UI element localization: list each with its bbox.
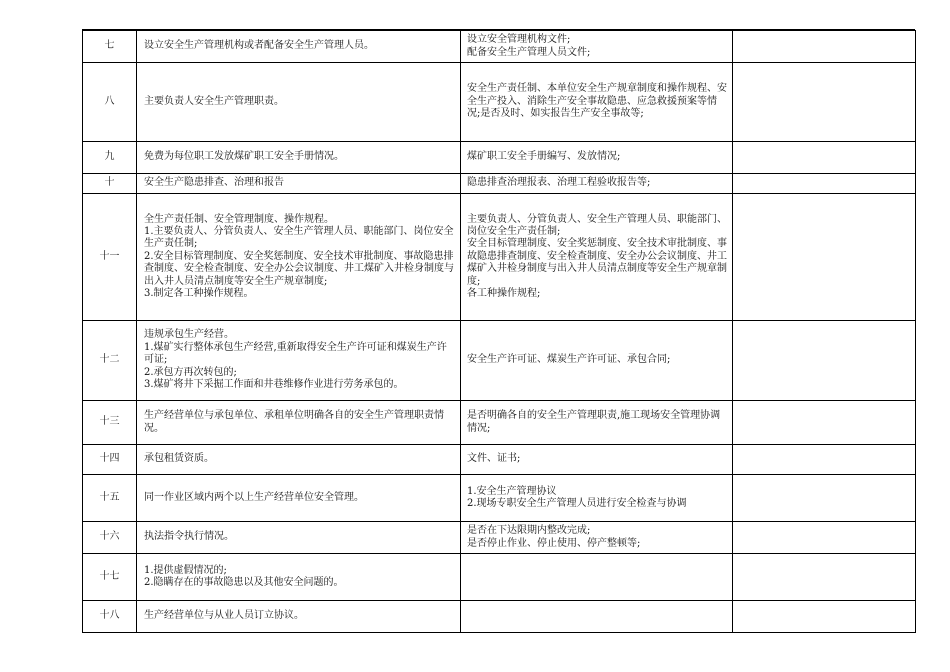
inspection-item: 生产经营单位与从业人员订立协议。 xyxy=(137,601,461,633)
remark-cell xyxy=(733,601,916,633)
inspection-item: 生产经营单位与承包单位、承租单位明确各自的安全生产管理职责情况。 xyxy=(137,401,461,445)
remark-cell xyxy=(733,142,916,174)
evidence-documents: 是否明确各自的安全生产管理职责,施工现场安全管理协调情况; xyxy=(461,401,733,445)
evidence-documents xyxy=(461,554,733,601)
row-number: 九 xyxy=(83,142,137,174)
row-number: 十二 xyxy=(83,321,137,401)
inspection-item: 免费为每位职工发放煤矿职工安全手册情况。 xyxy=(137,142,461,174)
evidence-documents: 是否在下达限期内整改完成; 是否停止作业、停止使用、停产整顿等; xyxy=(461,522,733,554)
row-number: 十三 xyxy=(83,401,137,445)
remark-cell xyxy=(733,174,916,194)
inspection-item: 违规承包生产经营。 1.煤矿实行整体承包生产经营,重新取得安全生产许可证和煤炭生产许可证; 2.承包方再次转包的; 3.煤矿将井下采掘工作面和井巷维修作业进行劳务承包的。 xyxy=(137,321,461,401)
inspection-item: 主要负责人安全生产管理职责。 xyxy=(137,63,461,142)
table-row xyxy=(83,321,916,401)
remark-cell xyxy=(733,445,916,475)
table-row xyxy=(83,475,916,522)
row-number: 十七 xyxy=(83,554,137,601)
table-row xyxy=(83,445,916,475)
table-row xyxy=(83,63,916,142)
remark-cell xyxy=(733,194,916,321)
inspection-item: 设立安全生产管理机构或者配备安全生产管理人员。 xyxy=(137,31,461,63)
remark-cell xyxy=(733,522,916,554)
inspection-item: 同一作业区域内两个以上生产经营单位安全管理。 xyxy=(137,475,461,522)
evidence-documents: 安全生产责任制、本单位安全生产规章制度和操作规程、安全生产投入、消除生产安全事故隐患、应急救援预案等情况;是否及时、如实报告生产安全事故等; xyxy=(461,63,733,142)
table-row xyxy=(83,522,916,554)
remark-cell xyxy=(733,401,916,445)
inspection-table xyxy=(82,30,916,633)
row-number: 十八 xyxy=(83,601,137,633)
row-number: 十五 xyxy=(83,475,137,522)
row-number: 十一 xyxy=(83,194,137,321)
table-row xyxy=(83,601,916,633)
inspection-item: 1.提供虚假情况的; 2.隐瞒存在的事故隐患以及其他安全问题的。 xyxy=(137,554,461,601)
inspection-item: 全生产责任制、安全管理制度、操作规程。 1.主要负责人、分管负责人、安全生产管理人员、职能部门、岗位安全生产责任制; 2.安全目标管理制度、安全奖惩制度、安全技术审批制度、事故隐患排查制度、安全检查制度、安全办公会议制度、井工煤矿入井检身制度与出入井人员清点制度等安全生产规章制度; 3.制定各工种操作规程。 xyxy=(137,194,461,321)
evidence-documents: 文件、证书; xyxy=(461,445,733,475)
remark-cell xyxy=(733,475,916,522)
table-row xyxy=(83,554,916,601)
table-row xyxy=(83,174,916,194)
row-number: 十六 xyxy=(83,522,137,554)
table-row xyxy=(83,194,916,321)
evidence-documents: 安全生产许可证、煤炭生产许可证、承包合同; xyxy=(461,321,733,401)
row-number: 十四 xyxy=(83,445,137,475)
evidence-documents: 设立安全管理机构文件; 配备安全生产管理人员文件; xyxy=(461,31,733,63)
evidence-documents xyxy=(461,601,733,633)
remark-cell xyxy=(733,63,916,142)
evidence-documents: 隐患排查治理报表、治理工程验收报告等; xyxy=(461,174,733,194)
remark-cell xyxy=(733,554,916,601)
row-number: 八 xyxy=(83,63,137,142)
table-row xyxy=(83,401,916,445)
evidence-documents: 主要负责人、分管负责人、安全生产管理人员、职能部门、岗位安全生产责任制; 安全目标管理制度、安全奖惩制度、安全技术审批制度、事故隐患排查制度、安全检查制度、安全办公会议制度、井工煤矿入井检身制度与出入井人员清点制度等安全生产规章制度; 各工种操作规程; xyxy=(461,194,733,321)
row-number: 十 xyxy=(83,174,137,194)
inspection-table-sheet xyxy=(82,30,914,633)
inspection-item: 执法指令执行情况。 xyxy=(137,522,461,554)
remark-cell xyxy=(733,31,916,63)
inspection-item: 安全生产隐患排查、治理和报告 xyxy=(137,174,461,194)
evidence-documents: 1.安全生产管理协议 2.现场专职安全生产管理人员进行安全检查与协调 xyxy=(461,475,733,522)
table-row xyxy=(83,31,916,63)
table-row xyxy=(83,142,916,174)
evidence-documents: 煤矿职工安全手册编写、发放情况; xyxy=(461,142,733,174)
row-number: 七 xyxy=(83,31,137,63)
remark-cell xyxy=(733,321,916,401)
inspection-item: 承包租赁资质。 xyxy=(137,445,461,475)
